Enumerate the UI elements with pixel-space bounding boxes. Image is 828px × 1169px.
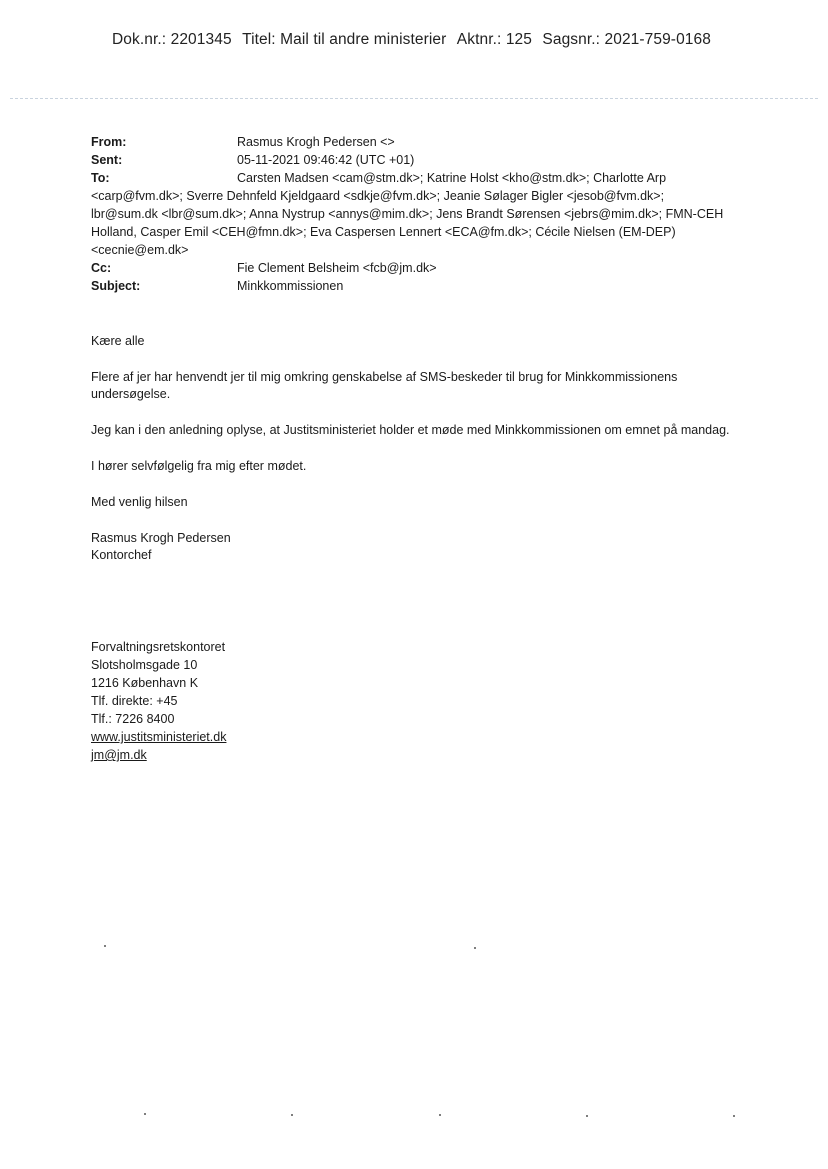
document-title: Titel: Mail til andre ministerier: [242, 31, 447, 48]
scan-speck: [439, 1114, 441, 1116]
subject-label: Subject:: [91, 279, 141, 293]
subject-row: [91, 277, 731, 295]
scan-speck: [291, 1114, 293, 1116]
paragraph-meeting: Jeg kan i den anledning oplyse, at Justitsministeriet holder et møde med Minkkommissionen om emnet på mandag.: [91, 423, 730, 437]
from-row: [91, 133, 731, 151]
address-block: [91, 638, 226, 764]
signature-title: Kontorchef: [91, 548, 152, 562]
sent-value: 05-11-2021 09:46:42 (UTC +01): [237, 153, 415, 167]
to-label: To:: [91, 171, 110, 185]
email-link[interactable]: jm@jm.dk: [91, 748, 147, 762]
paragraph-sms: Flere af jer har henvendt jer til mig omkring genskabelse af SMS-beskeder til brug for Minkkommissionens undersøgelse.: [91, 370, 678, 401]
website-link[interactable]: www.justitsministeriet.dk: [91, 730, 227, 744]
email-header: [91, 133, 731, 295]
from-value: Rasmus Krogh Pedersen <>: [237, 135, 395, 149]
scan-speck: [104, 945, 106, 947]
cc-label: Cc:: [91, 261, 112, 275]
signature-name: Rasmus Krogh Pedersen: [91, 531, 231, 545]
to-row: [91, 169, 731, 259]
scan-speck: [144, 1113, 146, 1115]
closing: Med venlig hilsen: [91, 495, 188, 509]
subject-value: Minkkommissionen: [237, 279, 344, 293]
greeting: Kære alle: [91, 334, 145, 348]
paragraph-followup: I hører selvfølgelig fra mig efter mødet.: [91, 459, 307, 473]
document-header: [112, 31, 711, 49]
scan-divider: [10, 98, 818, 99]
scan-speck: [586, 1115, 588, 1117]
case-number: Sagsnr.: 2021-759-0168: [542, 31, 711, 48]
direct-phone: Tlf. direkte: +45: [91, 694, 178, 708]
sent-row: [91, 151, 731, 169]
city: 1216 København K: [91, 676, 199, 690]
document-number: Dok.nr.: 2201345: [112, 31, 232, 48]
scan-speck: [733, 1115, 735, 1117]
email-body: [91, 333, 741, 564]
act-number: Aktnr.: 125: [456, 31, 532, 48]
from-label: From:: [91, 135, 127, 149]
street-address: Slotsholmsgade 10: [91, 658, 198, 672]
office-name: Forvaltningsretskontoret: [91, 640, 226, 654]
cc-value: Fie Clement Belsheim <fcb@jm.dk>: [237, 261, 437, 275]
scan-speck: [474, 947, 476, 949]
to-value: Carsten Madsen <cam@stm.dk>; Katrine Holst <kho@stm.dk>; Charlotte Arp <carp@fvm.dk>; Sverre Dehnfeld Kjeldgaard <sdkje@fvm.dk>; Jeanie Sølager Bigler <jesob@fvm.dk>; lbr@sum.dk <lbr@sum.dk>; Anna Nystrup <annys@mim.dk>; Jens Brandt Sørensen <jebrs@mim.dk>; FMN-CEH Holland, Casper Emil <CEH@fmn.dk>; Eva Caspersen Lennert <ECA@fm.dk>; Cécile Nielsen (EM-DEP) <cecnie@em.dk>: [91, 171, 724, 257]
cc-row: [91, 259, 731, 277]
phone: Tlf.: 7226 8400: [91, 712, 175, 726]
sent-label: Sent:: [91, 153, 123, 167]
